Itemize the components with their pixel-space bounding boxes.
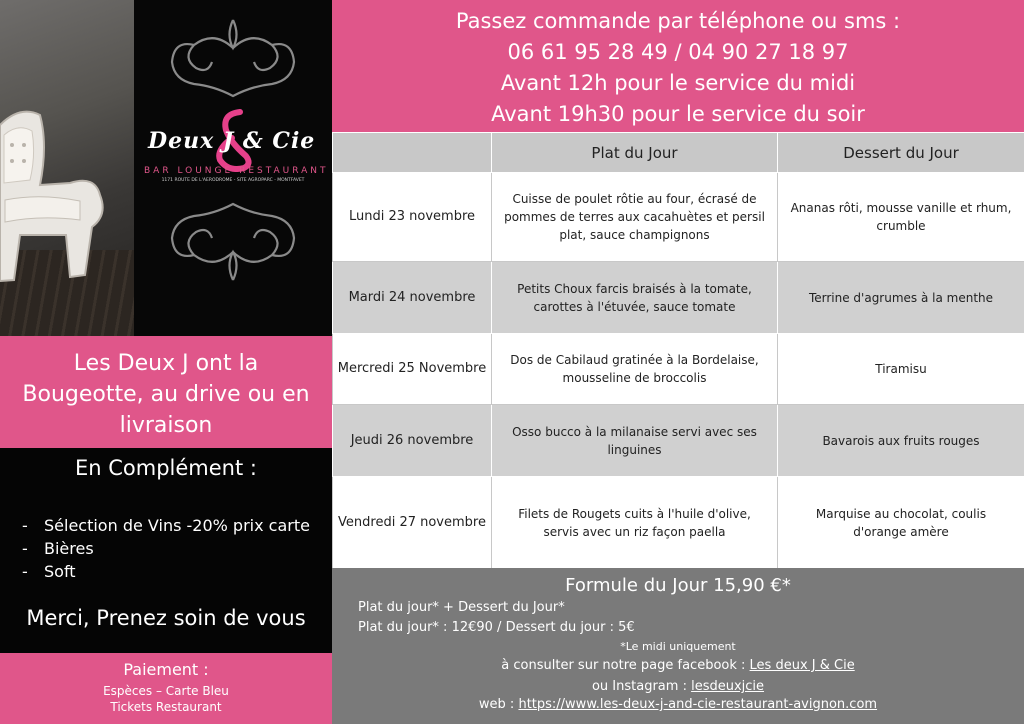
table-row (333, 173, 1024, 262)
tagline-line: Les Deux J ont la (73, 351, 259, 376)
tagline-panel (0, 336, 332, 448)
plat-cell: Dos de Cabilaud gratinée à la Bordelaise, mousseline de broccolis (492, 334, 778, 405)
day-cell: Vendredi 27 novembre (333, 477, 492, 569)
payment-methods (0, 683, 332, 715)
plat-cell: Petits Choux farcis braisés à la tomate, carottes à l'étuvée, sauce tomate (492, 262, 778, 334)
complement-panel (0, 448, 332, 653)
order-header (332, 0, 1024, 132)
list-item: - Sélection de Vins -20% prix carte (22, 516, 310, 535)
payment-method: Espèces – Carte Bleu (103, 684, 229, 698)
order-line: Passez commande par téléphone ou sms : (455, 9, 901, 33)
dessert-cell: Marquise au chocolat, coulis d'orange amère (778, 477, 1024, 569)
plat-cell: Osso bucco à la milanaise servi avec ses linguines (492, 405, 778, 477)
logo-panel (134, 0, 332, 336)
header-plat: Plat du Jour (492, 133, 778, 173)
payment-title: Paiement : (123, 660, 209, 679)
brand-subtitle: BAR LOUNGE RESTAURANT (144, 166, 329, 176)
armchair-icon (0, 105, 110, 295)
menu-table (332, 132, 1024, 569)
dessert-cell: Tiramisu (778, 334, 1024, 405)
tagline (0, 348, 332, 441)
plat-cell: Filets de Rougets cuits à l'huile d'olive, servis avec un riz façon paella (492, 477, 778, 569)
table-row (333, 477, 1024, 569)
plat-cell: Cuisse de poulet rôtie au four, écrasé de pommes de terres aux cacahuètes et persil plat, sauce champignons (492, 173, 778, 262)
thanks-message: Merci, Prenez soin de vous (26, 606, 306, 630)
brand-address: 1171 ROUTE DE L'AERODROME - SITE AGROPARC - MONTFAVET (161, 178, 305, 183)
facebook-line: à consulter sur notre page facebook : Les deux J & Cie (501, 658, 855, 673)
lounge-photo (0, 0, 134, 336)
day-cell: Jeudi 26 novembre (333, 405, 492, 477)
formule-title: Formule du Jour 15,90 €* (565, 575, 791, 596)
formule-line: Plat du jour* + Dessert du Jour* (358, 600, 565, 615)
complement-title: En Complément : (75, 456, 257, 480)
list-item: - Bières (22, 539, 94, 558)
dessert-cell: Ananas rôti, mousse vanille et rhum, crumble (778, 173, 1024, 262)
header-dessert: Dessert du Jour (778, 133, 1024, 173)
tagline-line: livraison (119, 413, 213, 438)
order-line: Avant 19h30 pour le service du soir (491, 102, 865, 126)
midi-note: *Le midi uniquement (620, 640, 736, 653)
dessert-cell: Bavarois aux fruits rouges (778, 405, 1024, 477)
instagram-link[interactable]: lesdeuxjcie (691, 679, 765, 694)
payment-method: Tickets Restaurant (110, 700, 222, 714)
list-item: - Soft (22, 562, 76, 581)
brand-name: Deux J & Cie (148, 128, 316, 154)
table-row (333, 262, 1024, 334)
table-header-row (333, 133, 1024, 173)
logo-mark (142, 126, 322, 160)
formule-panel (332, 568, 1024, 724)
instagram-line: ou Instagram : lesdeuxjcie (591, 679, 765, 694)
header-day (333, 133, 492, 173)
facebook-link[interactable]: Les deux J & Cie (749, 658, 855, 673)
extras-list (22, 514, 310, 583)
payment-panel (0, 653, 332, 724)
website-link[interactable]: https://www.les-deux-j-and-cie-restaurant-avignon.com (518, 697, 878, 712)
table-row (333, 405, 1024, 477)
dessert-cell: Terrine d'agrumes à la menthe (778, 262, 1024, 334)
order-phones: 06 61 95 28 49 / 04 90 27 18 97 (507, 40, 849, 64)
web-line: web : https://www.les-deux-j-and-cie-restaurant-avignon.com (478, 697, 878, 712)
day-cell: Lundi 23 novembre (333, 173, 492, 262)
formule-line: Plat du jour* : 12€90 / Dessert du jour : 5€ (358, 620, 635, 635)
table-row (333, 334, 1024, 405)
day-cell: Mercredi 25 Novembre (333, 334, 492, 405)
tagline-line: Bougeotte, au drive ou en (22, 382, 310, 407)
day-cell: Mardi 24 novembre (333, 262, 492, 334)
order-line: Avant 12h pour le service du midi (500, 71, 856, 95)
